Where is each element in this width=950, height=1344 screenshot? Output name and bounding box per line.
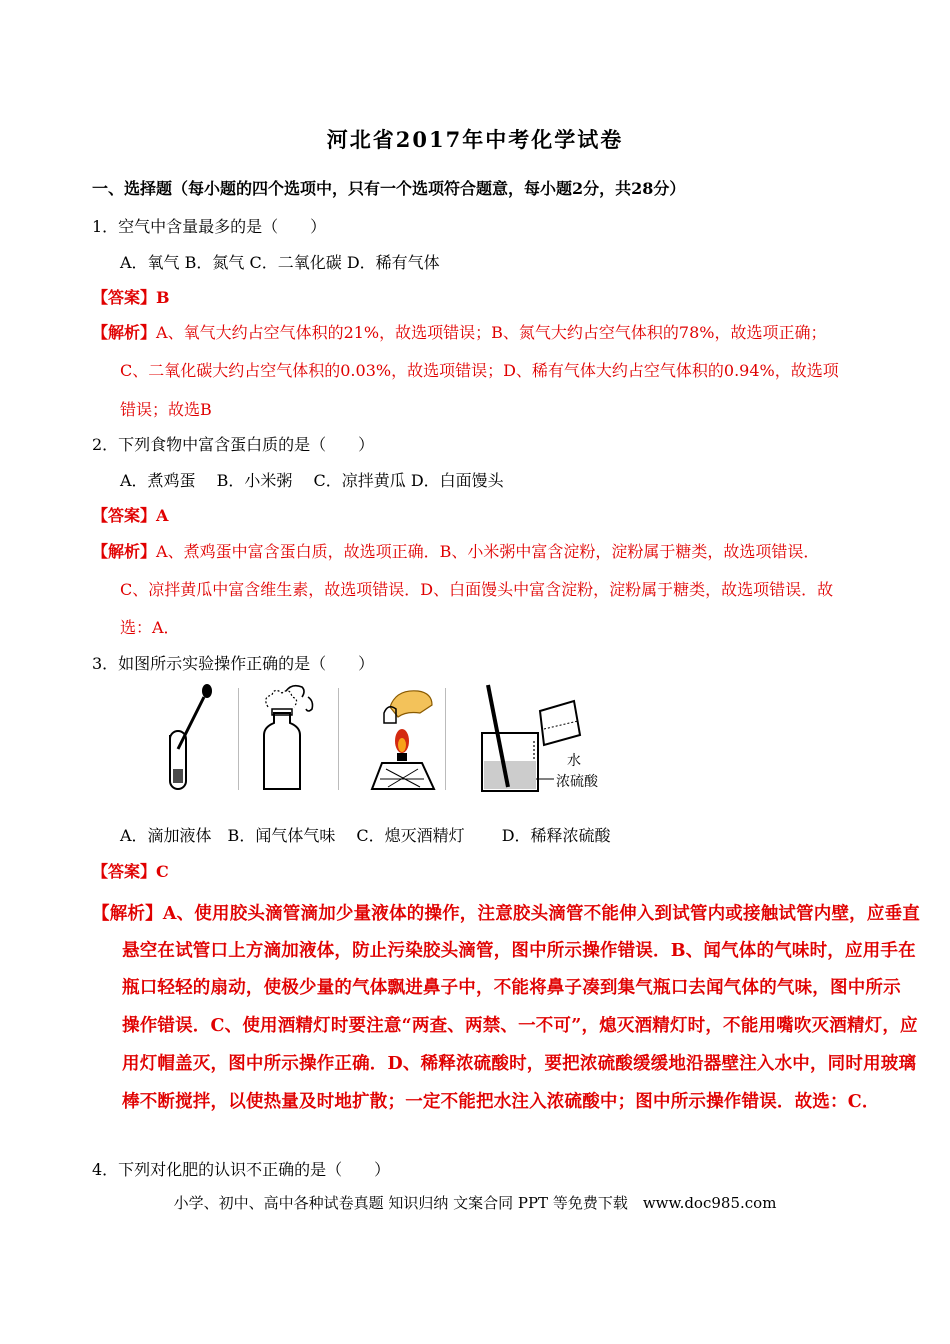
dropper-test-tube-figure: [160, 683, 220, 795]
question-3-options: A．滴加液体 B．闻气体气味 C．熄灭酒精灯 D．稀释浓硫酸: [120, 826, 611, 845]
question-1-explanation: [92, 320, 826, 343]
page-title: 河北省2017年中考化学试卷: [326, 127, 624, 152]
answer-label: 【答案】: [92, 862, 157, 881]
explanation-line: A、使用胶头滴管滴加少量液体的操作，注意胶头滴管不能伸入到试管内或接触试管内壁，应垂直: [162, 904, 920, 924]
question-1-answer: [92, 285, 170, 308]
explanation-line: 错误；故选B: [120, 400, 212, 419]
explanation-line: 悬空在试管口上方滴加液体，防止污染胶头滴管，图中所示操作错误．B、闻气体的气味时，应用手在: [122, 941, 916, 961]
figure-divider: [338, 688, 339, 790]
page-footer: 小学、初中、高中各种试卷真题 知识归纳 文案合同 PPT 等免费下载 www.doc985.com: [173, 1194, 777, 1212]
explanation-line: 操作错误．C、使用酒精灯时要注意“两查、两禁、一不可”，熄灭酒精灯时，不能用嘴吹灭酒精灯，应: [122, 1016, 918, 1036]
explanation-line: 棒不断搅拌，以使热量及时地扩散；一定不能把水注入浓硫酸中；图中所示操作错误．故选：C．: [122, 1092, 880, 1112]
question-3-explanation: [92, 900, 920, 925]
explanation-line: C、凉拌黄瓜中富含维生素，故选项错误．D、白面馒头中富含淀粉，淀粉属于糖类，故选项错误．故: [120, 580, 834, 599]
question-2-options: A．煮鸡蛋 B．小米粥 C．凉拌黄瓜 D．白面馒头: [120, 471, 504, 490]
figure-label-water: 水: [567, 753, 581, 769]
section-heading: 一、选择题（每小题的四个选项中，只有一个选项符合题意，每小题2分，共28分）: [92, 179, 686, 198]
explanation-line: C、二氧化碳大约占空气体积的0.03%，故选项错误；D、稀有气体大约占空气体积的0.94%，故选项: [120, 361, 839, 380]
question-1-stem: 1．空气中含量最多的是（ ）: [92, 217, 327, 236]
question-4-stem: 4．下列对化肥的认识不正确的是（ ）: [92, 1160, 391, 1179]
answer-value: B: [156, 288, 170, 307]
explanation-label: 【解析】: [92, 323, 157, 342]
explanation-label: 【解析】: [92, 542, 157, 561]
question-2-explanation: [92, 539, 819, 562]
figure-divider: [238, 688, 239, 790]
question-2-stem: 2．下列食物中富含蛋白质的是（ ）: [92, 435, 375, 454]
alcohol-lamp-figure: [362, 683, 444, 795]
smell-gas-bottle-figure: [250, 683, 330, 795]
explanation-line: A、煮鸡蛋中富含蛋白质，故选项正确．B、小米粥中富含淀粉，淀粉属于糖类，故选项错误．: [156, 542, 820, 561]
question-3-answer: [92, 859, 169, 882]
explanation-label: 【解析】: [92, 904, 163, 924]
question-1-options: A．氧气 B．氮气 C．二氧化碳 D．稀有气体: [120, 253, 440, 272]
explanation-line: 用灯帽盖灭，图中所示操作正确．D、稀释浓硫酸时，要把浓硫酸缓缓地沿器壁注入水中，同时用玻璃: [122, 1054, 917, 1074]
explanation-line: A、氧气大约占空气体积的21%，故选项错误；B、氮气大约占空气体积的78%，故选项正确；: [156, 323, 827, 342]
explanation-line: 选：A．: [120, 618, 180, 637]
answer-value: C: [156, 862, 169, 881]
figure-divider: [445, 688, 446, 790]
question-2-answer: [92, 503, 168, 526]
answer-label: 【答案】: [92, 506, 157, 525]
question-3-stem: 3．如图所示实验操作正确的是（ ）: [92, 654, 375, 673]
answer-value: A: [156, 506, 169, 525]
figure-label-acid: 浓硫酸: [556, 774, 598, 790]
explanation-line: 瓶口轻轻的扇动，使极少量的气体飘进鼻子中，不能将鼻子凑到集气瓶口去闻气体的气味，图中所示: [122, 978, 901, 998]
answer-label: 【答案】: [92, 288, 157, 307]
